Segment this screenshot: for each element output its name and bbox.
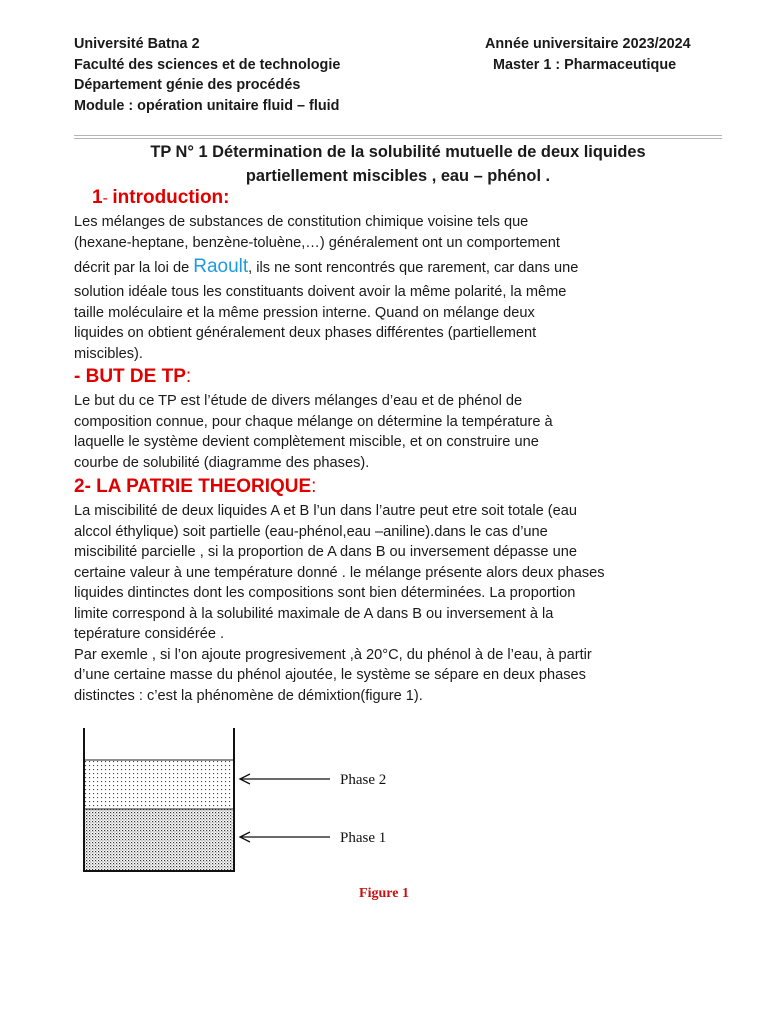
raoult-highlight: Raoult	[193, 256, 249, 277]
intro-line: Les mélanges de substances de constitution chimique voisine tels que	[74, 214, 529, 230]
intro-line: miscibles).	[74, 345, 143, 362]
but-heading-text: - BUT DE TP	[74, 366, 186, 387]
phase-2-label: Phase 2	[340, 772, 387, 788]
phase-2-layer	[84, 760, 234, 809]
theory-line: liquides dintinctes dont les compositions sont bien déterminées. La proportion	[74, 585, 576, 601]
academic-year: Année universitaire 2023/2024	[485, 36, 691, 52]
title-line-2: partiellement miscibles , eau – phénol .	[245, 167, 551, 185]
intro-heading	[92, 187, 230, 209]
intro-line: liquides on obtient généralement deux phases différentes (partiellement	[74, 325, 537, 341]
theory-heading-colon: :	[311, 476, 317, 497]
intro-heading-text: introduction:	[112, 187, 230, 208]
theory-line: Par exemle , si l’on ajoute progresivement ,à 20°C, du phénol à de l’eau, à partir	[74, 646, 592, 663]
program-level: Master 1 : Pharmaceutique	[493, 56, 677, 73]
theory-line: limite correspond à la solubilité maximale de A dans B ou inversement à la	[74, 605, 554, 622]
phase-1-label: Phase 1	[340, 830, 387, 846]
but-heading-colon: :	[185, 366, 192, 387]
theory-heading	[74, 476, 316, 498]
header-divider	[74, 135, 722, 139]
intro-line	[74, 253, 578, 282]
intro-line: (hexane-heptane, benzène-toluène,…) généralement ont un comportement	[74, 234, 560, 251]
module-name: Module : opération unitaire fluid – fluid	[74, 97, 340, 114]
intro-heading-number: 1	[92, 187, 103, 208]
title-line-1: TP N° 1 Détermination de la solubilité mutuelle de deux liquides	[150, 143, 646, 161]
phase-1-layer	[84, 809, 234, 870]
theory-line: miscibilité parcielle , si la proportion de A dans B ou inversement dépasse une	[74, 544, 577, 560]
phase-separation-figure	[80, 728, 410, 876]
intro-line: taille moléculaire et la même pression interne. Quand on mélange deux	[74, 304, 535, 321]
intro-heading-dash: -	[102, 190, 113, 207]
university-name: Université Batna 2	[74, 36, 200, 52]
year-header	[485, 34, 691, 75]
theory-line: certaine valeur à une température donné . le mélange présente alors deux phases	[74, 564, 605, 581]
but-line: laquelle le système devient complètement miscible, et on construire une	[74, 434, 539, 450]
intro-paragraph	[74, 212, 578, 364]
theory-line: La miscibilité de deux liquides A et B l’un dans l’autre peut etre soit totale (eau	[74, 503, 577, 519]
theory-heading-text: 2- LA PATRIE THEORIQUE	[74, 476, 312, 497]
intro-line-part: , ils ne sont rencontrés que rarement, car dans une	[248, 260, 579, 276]
theory-line: distinctes : c’est la phénomène de démixtion(figure 1).	[74, 687, 423, 704]
but-line: composition connue, pour chaque mélange on détermine la température à	[74, 413, 553, 430]
but-paragraph	[74, 391, 553, 473]
intro-line-part: décrit par la loi de	[74, 260, 194, 276]
intro-line: solution idéale tous les constituants doivent avoir la même polarité, la même	[74, 284, 567, 300]
but-heading	[74, 366, 191, 388]
theory-paragraph	[74, 501, 605, 706]
but-line: courbe de solubilité (diagramme des phases).	[74, 454, 370, 471]
theory-line: alccol éthylique) soit partielle (eau-phénol,eau –aniline).dans le cas d’une	[74, 523, 548, 540]
page-title	[74, 140, 722, 188]
but-line: Le but du ce TP est l’étude de divers mélanges d’eau et de phénol de	[74, 393, 523, 409]
theory-line: d’une certaine masse du phénol ajoutée, le système se sépare en deux phases	[74, 667, 586, 683]
theory-line: tepérature considérée .	[74, 626, 225, 642]
department-name: Département génie des procédés	[74, 77, 301, 93]
institution-header	[74, 34, 340, 116]
faculty-name: Faculté des sciences et de technologie	[74, 56, 341, 73]
figure-caption: Figure 1	[359, 886, 409, 901]
